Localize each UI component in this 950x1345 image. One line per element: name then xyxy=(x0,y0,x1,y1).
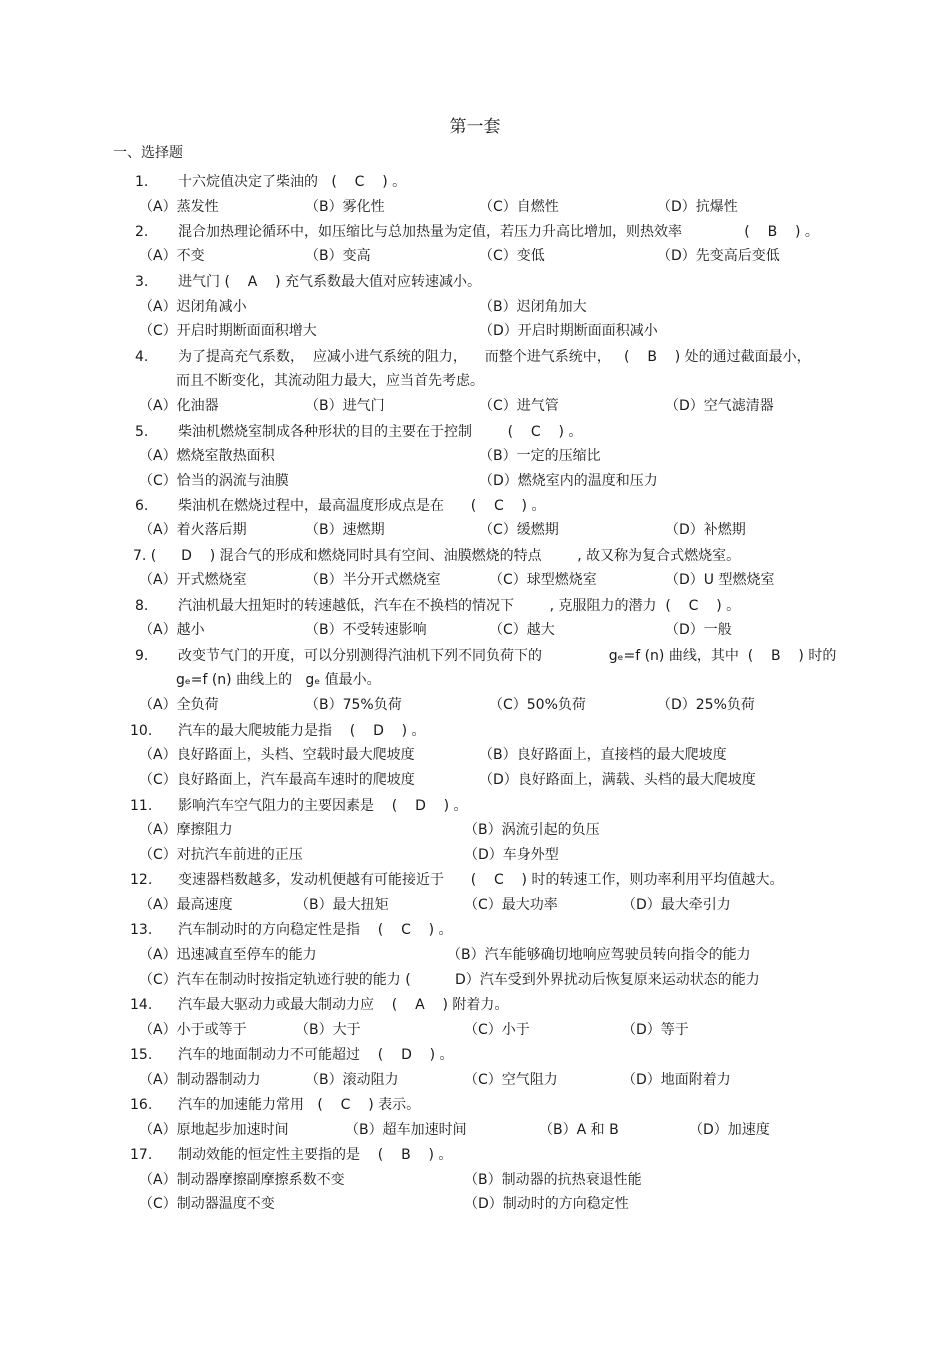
question-number: 5. xyxy=(135,424,149,440)
answer-option: （B）变高 xyxy=(305,248,371,264)
answer-option: （A）制动器制动力 xyxy=(139,1072,261,1088)
question-number: 16. xyxy=(130,1097,153,1113)
answer-option: D）汽车受到外界扰动后恢复原来运动状态的能力 xyxy=(455,972,760,988)
answer-option: （A）越小 xyxy=(139,622,205,638)
answer-option: （B）进气门 xyxy=(305,398,385,414)
question-number: 9. xyxy=(135,648,149,664)
question-stem: D ) 混合气的形成和燃烧同时具有空间、油膜燃烧的特点 , 故又称为复合式燃烧室。 xyxy=(150,548,741,564)
answer-option: （D）等于 xyxy=(622,1022,689,1038)
answer-option: （A）迅速减直至停车的能力 xyxy=(139,947,317,963)
answer-option: （B）涡流引起的负压 xyxy=(464,822,600,838)
answer-option: （C）自燃性 xyxy=(479,199,559,215)
answer-option: （A）小于或等于 xyxy=(139,1022,247,1038)
answer-option: （A）制动器摩擦副摩擦系数不变 xyxy=(139,1172,345,1188)
answer-option: （B）一定的压缩比 xyxy=(479,448,601,464)
answer-option: （B）大于 xyxy=(295,1022,361,1038)
question-number: 12. xyxy=(130,872,153,888)
question-stem: 混合加热理论循环中，如压缩比与总加热量为定值，若压力升高比增加，则热效率 ( B ) 。 xyxy=(178,224,819,240)
question-number: 7. ( xyxy=(133,548,157,564)
answer-option: （A）最高速度 xyxy=(139,897,233,913)
question-stem: 影响汽车空气阻力的主要因素是 ( D ) 。 xyxy=(178,798,468,814)
question-stem: 为了提高充气系数， 应减小进气系统的阻力， 而整个进气系统中， ( B ) 处的通过截面最小， xyxy=(178,349,811,365)
answer-option: （B）不受转速影响 xyxy=(305,622,427,638)
answer-option: （D）先变高后变低 xyxy=(657,248,780,264)
question-stem: 汽油机最大扭矩时的转速越低，汽车在不换档的情况下 , 克服阻力的潜力 ( C ) 。 xyxy=(178,598,741,614)
answer-option: （D）制动时的方向稳定性 xyxy=(464,1196,629,1212)
answer-option: （D）最大牵引力 xyxy=(622,897,731,913)
question-stem: 汽车制动时的方向稳定性是指 ( C ) 。 xyxy=(178,922,453,938)
answer-option: （C）对抗汽车前进的正压 xyxy=(139,847,303,863)
question-stem: 改变节气门的开度，可以分别测得汽油机下列不同负荷下的 gₑ=f (n) 曲线，其中 ( B ) 时的 xyxy=(178,648,837,664)
answer-option: （D）一般 xyxy=(665,622,732,638)
question-stem: 汽车最大驱动力或最大制动力应 ( A ) 附着力。 xyxy=(178,997,509,1013)
answer-option: （D）补燃期 xyxy=(665,522,746,538)
answer-option: （B）75%负荷 xyxy=(305,697,402,713)
answer-option: （C）越大 xyxy=(489,622,555,638)
answer-option: （B）迟闭角加大 xyxy=(479,299,587,315)
answer-option: （A）不变 xyxy=(139,248,205,264)
answer-option: （A）燃烧室散热面积 xyxy=(139,448,275,464)
answer-option: （A）化油器 xyxy=(139,398,219,414)
answer-option: （B）半分开式燃烧室 xyxy=(305,572,441,588)
answer-option: （A）蒸发性 xyxy=(139,199,219,215)
answer-option: （A）摩擦阻力 xyxy=(139,822,233,838)
answer-option: （A）良好路面上，头档、空载时最大爬坡度 xyxy=(139,747,415,763)
answer-option: （C）进气管 xyxy=(479,398,559,414)
answer-option: （D）U 型燃烧室 xyxy=(665,572,775,588)
question-stem: 而且不断变化，其流动阻力最大，应当首先考虑。 xyxy=(176,373,484,389)
answer-option: （C）变低 xyxy=(479,248,545,264)
section-heading: 一、选择题 xyxy=(113,145,183,161)
answer-option: （B）雾化性 xyxy=(305,199,385,215)
answer-option: （C）恰当的涡流与油膜 xyxy=(139,473,289,489)
answer-option: （A）开式燃烧室 xyxy=(139,572,247,588)
answer-option: （A）全负荷 xyxy=(139,697,219,713)
answer-option: （C）制动器温度不变 xyxy=(139,1196,275,1212)
answer-option: （D）车身外型 xyxy=(464,847,559,863)
question-number: 3. xyxy=(135,274,149,290)
question-number: 15. xyxy=(130,1047,153,1063)
question-number: 14. xyxy=(130,997,153,1013)
question-number: 4. xyxy=(135,349,149,365)
question-stem: 汽车的加速能力常用 ( C ) 表示。 xyxy=(178,1097,421,1113)
answer-option: （D）25%负荷 xyxy=(657,697,755,713)
answer-option: （B）良好路面上，直接档的最大爬坡度 xyxy=(479,747,727,763)
answer-option: （C）球型燃烧室 xyxy=(489,572,597,588)
answer-option: （C）良好路面上，汽车最高车速时的爬坡度 xyxy=(139,772,415,788)
answer-option: （D）良好路面上，满载、头档的最大爬坡度 xyxy=(479,772,756,788)
answer-option: （D）加速度 xyxy=(689,1122,770,1138)
answer-option: （D）空气滤清器 xyxy=(665,398,774,414)
question-stem: 汽车的地面制动力不可能超过 ( D ) 。 xyxy=(178,1047,454,1063)
answer-option: （A）着火落后期 xyxy=(139,522,247,538)
answer-option: （B）超车加速时间 xyxy=(345,1122,467,1138)
question-stem: 柴油机在燃烧过程中，最高温度形成点是在 ( C ) 。 xyxy=(178,498,546,514)
answer-option: （C）空气阻力 xyxy=(464,1072,558,1088)
question-number: 8. xyxy=(135,598,149,614)
answer-option: （A）迟闭角减小 xyxy=(139,299,247,315)
answer-option: （C）最大功率 xyxy=(464,897,558,913)
question-number: 1. xyxy=(135,174,149,190)
answer-option: （D）燃烧室内的温度和压力 xyxy=(479,473,658,489)
question-stem: 十六烷值决定了柴油的 ( C ) 。 xyxy=(178,174,407,190)
answer-option: （D）开启时期断面面积减小 xyxy=(479,323,658,339)
answer-option: （B）汽车能够确切地响应驾驶员转向指令的能力 xyxy=(447,947,751,963)
answer-option: （B）速燃期 xyxy=(305,522,385,538)
question-stem: 变速器档数越多，发动机便越有可能接近于 ( C ) 时的转速工作，则功率利用平均值越大。 xyxy=(178,872,784,888)
question-number: 13. xyxy=(130,922,153,938)
answer-option: （D）抗爆性 xyxy=(657,199,738,215)
answer-option: （C）缓燃期 xyxy=(479,522,559,538)
answer-option: （B）制动器的抗热衰退性能 xyxy=(464,1172,642,1188)
question-stem: 制动效能的恒定性主要指的是 ( B ) 。 xyxy=(178,1147,453,1163)
answer-option: （C）50%负荷 xyxy=(489,697,586,713)
question-stem: 进气门 ( A ) 充气系数最大值对应转速减小。 xyxy=(178,274,482,290)
question-number: 6. xyxy=(135,498,149,514)
answer-option: （D）地面附着力 xyxy=(622,1072,731,1088)
answer-option: （C）小于 xyxy=(464,1022,530,1038)
question-number: 10. xyxy=(130,723,153,739)
question-number: 17. xyxy=(130,1147,153,1163)
page-title: 第一套 xyxy=(449,117,501,137)
answer-option: （A）原地起步加速时间 xyxy=(139,1122,289,1138)
answer-option: （B）最大扭矩 xyxy=(295,897,389,913)
question-stem: gₑ=f (n) 曲线上的 gₑ 值最小。 xyxy=(176,672,381,688)
answer-option: （B）滚动阻力 xyxy=(305,1072,399,1088)
answer-option: （C）开启时期断面面积增大 xyxy=(139,323,317,339)
question-stem: 汽车的最大爬坡能力是指 ( D ) 。 xyxy=(178,723,426,739)
answer-option: （C）汽车在制动时按指定轨迹行驶的能力 ( xyxy=(139,972,411,988)
question-stem: 柴油机燃烧室制成各种形状的目的主要在于控制 ( C ) 。 xyxy=(178,424,583,440)
question-number: 2. xyxy=(135,224,149,240)
answer-option: （B）A 和 B xyxy=(539,1122,619,1138)
question-number: 11. xyxy=(130,798,153,814)
